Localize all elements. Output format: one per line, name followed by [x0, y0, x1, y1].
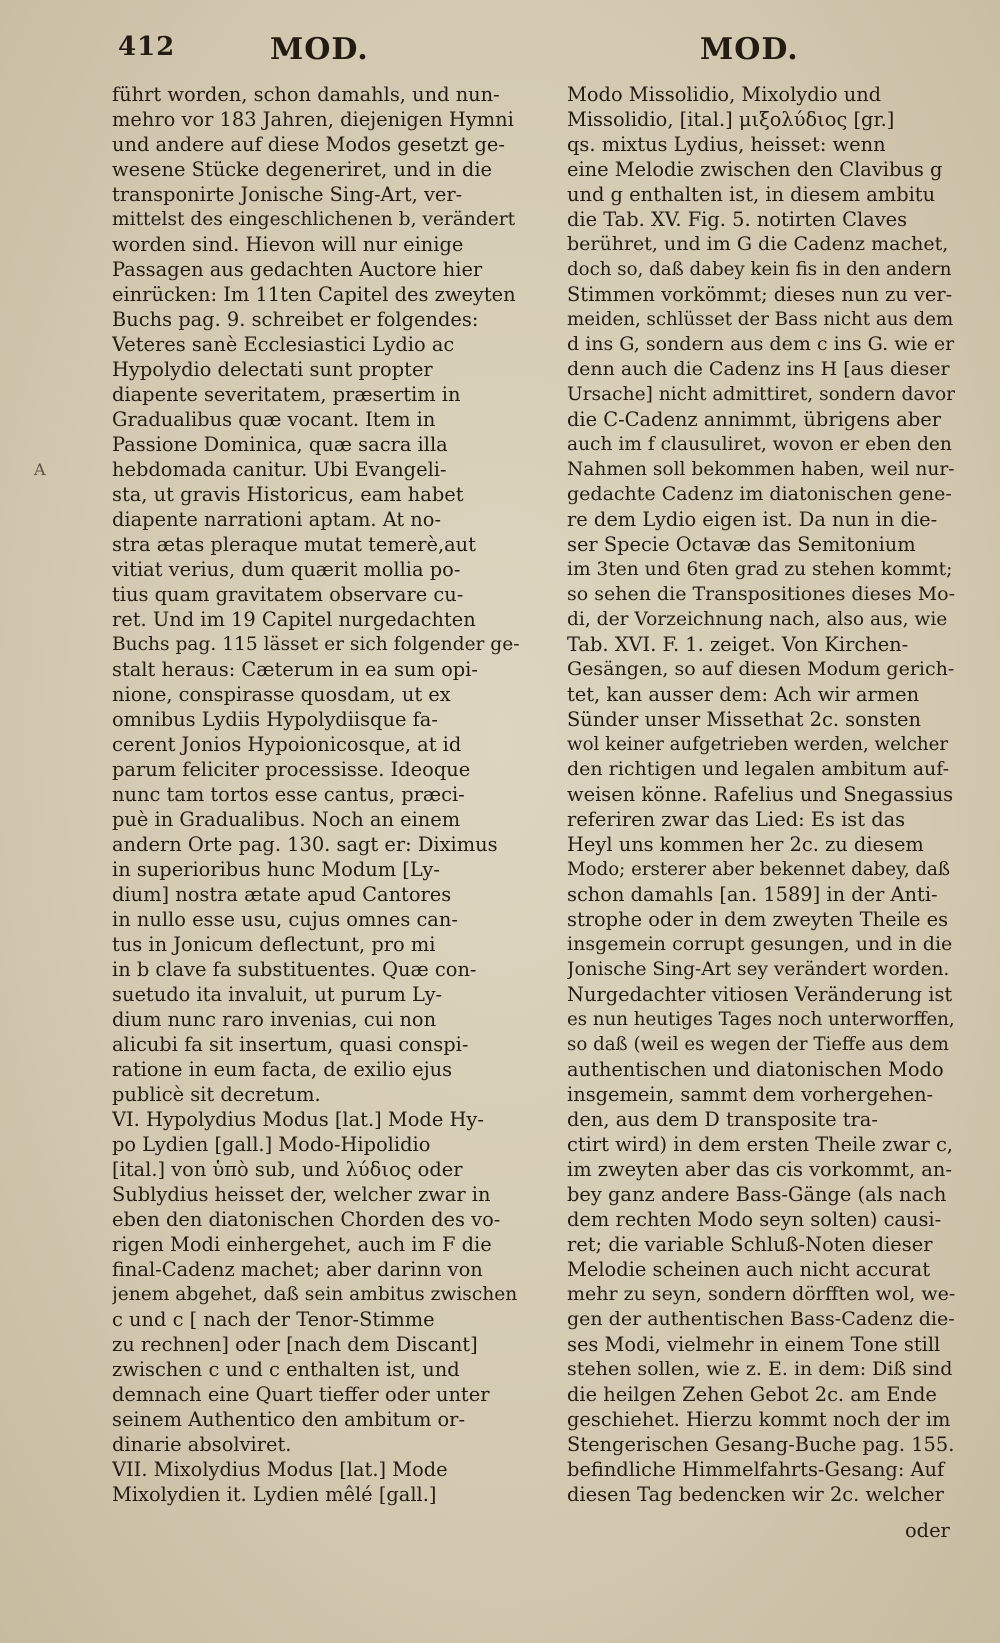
text-line: so sehen die Transpositiones dieses Mo- [567, 583, 955, 605]
text-line: seinem Authentico den ambitum or- [112, 1408, 465, 1431]
text-line: gedachte Cadenz im diatonischen gene- [567, 483, 952, 505]
text-line: doch so, daß dabey kein fis in den andern [567, 259, 952, 280]
text-line: referiren zwar das Lied: Es ist das [567, 808, 906, 831]
text-line: tius quam gravitatem observare cu- [112, 583, 464, 606]
right-text-column [567, 82, 955, 1507]
text-line: die Tab. XV. Fig. 5. notirten Claves [567, 208, 908, 231]
text-line: geschiehet. Hierzu kommt noch der im [567, 1408, 951, 1431]
text-line: ratione in eum facta, de exilio ejus [112, 1058, 453, 1081]
text-line: nione, conspirasse quosdam, ut ex [112, 683, 451, 706]
text-line: [ital.] von ὑπὸ sub, und λύδιος oder [112, 1158, 463, 1181]
text-line: diesen Tag bedencken wir 2c. welcher [567, 1483, 944, 1506]
text-line: in superioribus hunc Modum [Ly- [112, 858, 440, 881]
text-line: Missolidio, [ital.] μιξολύδιος [gr.] [567, 108, 895, 131]
text-line: insgemein, sammt dem vorhergehen- [567, 1083, 934, 1106]
text-line: publicè sit decretum. [112, 1083, 321, 1106]
text-line: wol keiner aufgetrieben werden, welcher [567, 734, 949, 755]
text-line: dem rechten Modo seyn solten) causi- [567, 1208, 942, 1231]
text-line: Hypolydio delectati sunt propter [112, 358, 433, 381]
text-line: omnibus Lydiis Hypolydiisque fa- [112, 708, 438, 731]
text-line: insgemein corrupt gesungen, und in die [567, 933, 953, 955]
text-line: eine Melodie zwischen den Clavibus g [567, 158, 943, 181]
text-line: vitiat verius, dum quærit mollia po- [112, 558, 461, 581]
text-line: Gradualibus quæ vocant. Item in [112, 408, 436, 431]
text-line: Veteres sanè Ecclesiastici Lydio ac [112, 333, 455, 356]
text-line: Modo Missolidio, Mixolydio und [567, 83, 882, 106]
text-line: sta, ut gravis Historicus, eam habet [112, 483, 464, 506]
catchword: oder [905, 1519, 950, 1542]
text-line: gen der authentischen Bass-Cadenz die- [567, 1308, 955, 1330]
text-line: im 3ten und 6ten grad zu stehen kommt; [567, 559, 953, 580]
text-line: jenem abgehet, daß sein ambitus zwischen [112, 1284, 518, 1305]
text-line: Stimmen vorkömmt; dieses nun zu ver- [567, 283, 953, 306]
text-line: suetudo ita invaluit, ut purum Ly- [112, 983, 443, 1006]
page-number: 412 [118, 32, 176, 62]
text-line: dium nunc raro invenias, cui non [112, 1008, 437, 1031]
text-line: tus in Jonicum deflectunt, pro mi [112, 933, 436, 956]
text-line: die C-Cadenz annimmt, übrigens aber [567, 408, 942, 431]
text-line: stra ætas pleraque mutat temerè,aut [112, 533, 476, 556]
text-line: cerent Jonios Hypoionicosque, at id [112, 733, 462, 756]
text-line: parum feliciter processisse. Ideoque [112, 758, 471, 781]
text-line: Passagen aus gedachten Auctore hier [112, 258, 483, 281]
text-line: so daß (weil es wegen der Tieffe aus dem [567, 1034, 949, 1055]
text-line: final-Cadenz machet; aber darinn von [112, 1258, 483, 1281]
text-line: weisen könne. Rafelius und Snegassius [567, 783, 954, 806]
text-line: führt worden, schon damahls, und nun- [112, 83, 500, 106]
text-line: mittelst des eingeschlichenen b, verändert [112, 209, 516, 230]
text-line: d ins G, sondern aus dem c ins G. wie er [567, 333, 955, 355]
text-line: den, aus dem D transposite tra- [567, 1108, 878, 1131]
text-line: tet, kan ausser dem: Ach wir armen [567, 683, 920, 706]
text-line: Gesängen, so auf diesen Modum gerich- [567, 658, 955, 680]
text-line: di, der Vorzeichnung nach, also aus, wie [567, 609, 948, 630]
text-line: und g enthalten ist, in diesem ambitu [567, 183, 936, 206]
text-line: zwischen c und c enthalten ist, und [112, 1358, 460, 1381]
text-line: meiden, schlüsset der Bass nicht aus dem [567, 309, 954, 330]
text-line: transponirte Jonische Sing-Art, ver- [112, 183, 463, 206]
text-line: qs. mixtus Lydius, heisset: wenn [567, 133, 886, 156]
text-line: po Lydien [gall.] Modo-Hipolidio [112, 1133, 431, 1156]
text-line: ret. Und im 19 Capitel nurgedachten [112, 608, 476, 631]
text-line: stehen sollen, wie z. E. in dem: Diß sind [567, 1358, 953, 1380]
text-line: berühret, und im G die Cadenz machet, [567, 233, 949, 255]
text-line: andern Orte pag. 130. sagt er: Diximus [112, 833, 498, 856]
left-text-column [112, 82, 522, 1507]
text-line: demnach eine Quart tieffer oder unter [112, 1383, 490, 1406]
text-line: in b clave fa substituentes. Quæ con- [112, 958, 477, 981]
text-line: Jonische Sing-Art sey verändert worden. [567, 959, 950, 980]
text-line: mehro vor 183 Jahren, diejenigen Hymni [112, 108, 514, 131]
text-line: und andere auf diese Modos gesetzt ge- [112, 133, 505, 156]
text-line: Mixolydien it. Lydien mêlé [gall.] [112, 1483, 437, 1506]
text-line: befindliche Himmelfahrts-Gesang: Auf [567, 1458, 945, 1481]
text-line: ctirt wird) in dem ersten Theile zwar c, [567, 1133, 953, 1156]
text-line: mehr zu seyn, sondern dörfften wol, we- [567, 1283, 955, 1305]
text-line: rigen Modi einhergehet, auch im F die [112, 1233, 492, 1256]
text-line: authentischen und diatonischen Modo [567, 1058, 944, 1081]
text-line: stalt heraus: Cæterum in ea sum opi- [112, 658, 478, 681]
text-line: Sünder unser Missethat 2c. sonsten [567, 708, 921, 731]
text-line: puè in Gradualibus. Noch an einem [112, 808, 461, 831]
text-line: einrücken: Im 11ten Capitel des zweyten [112, 283, 516, 306]
text-line: ret; die variable Schluß-Noten dieser [567, 1233, 933, 1256]
text-line: Tab. XVI. F. 1. zeiget. Von Kirchen- [567, 633, 909, 656]
text-line: auch im f clausuliret, wovon er eben den [567, 434, 952, 455]
text-line: Melodie scheinen auch nicht accurat [567, 1258, 930, 1281]
text-line: nunc tam tortos esse cantus, præci- [112, 783, 465, 806]
text-line: ser Specie Octavæ das Semitonium [567, 533, 916, 556]
text-line: im zweyten aber das cis vorkommt, an- [567, 1158, 952, 1181]
text-line: alicubi fa sit insertum, quasi conspi- [112, 1033, 469, 1056]
text-line: es nun heutiges Tages noch unterworffen, [567, 1009, 955, 1030]
text-line: denn auch die Cadenz ins H [aus dieser [567, 358, 950, 380]
text-line: eben den diatonischen Chorden des vo- [112, 1208, 501, 1231]
text-line: strophe oder in dem zweyten Theile es [567, 908, 949, 931]
text-line: Sublydius heisset der, welcher zwar in [112, 1183, 491, 1206]
running-head-right: MOD. [700, 32, 799, 67]
text-line: die heilgen Zehen Gebot 2c. am Ende [567, 1383, 937, 1406]
text-line: Nahmen soll bekommen haben, weil nur- [567, 459, 955, 480]
text-line: Modo; ersterer aber bekennet dabey, daß [567, 859, 951, 880]
text-line: re dem Lydio eigen ist. Da nun in die- [567, 508, 938, 531]
text-line: dium] nostra ætate apud Cantores [112, 883, 452, 906]
text-line: worden sind. Hievon will nur einige [112, 233, 464, 256]
page-header [0, 32, 1000, 76]
text-line: zu rechnen] oder [nach dem Discant] [112, 1333, 478, 1356]
text-line: Stengerischen Gesang-Buche pag. 155. [567, 1433, 955, 1456]
text-line: c und c [ nach der Tenor-Stimme [112, 1308, 435, 1331]
text-line: dinarie absolviret. [112, 1433, 292, 1456]
text-line: ses Modi, vielmehr in einem Tone still [567, 1333, 941, 1356]
margin-mark: A [34, 460, 46, 479]
text-line: in nullo esse usu, cujus omnes can- [112, 908, 458, 931]
text-line: Nurgedachter vitiosen Veränderung ist [567, 983, 953, 1006]
text-line: Passione Dominica, quæ sacra illa [112, 433, 448, 456]
text-line: diapente severitatem, præsertim in [112, 383, 461, 406]
text-line: bey ganz andere Bass-Gänge (als nach [567, 1183, 947, 1206]
text-line: wesene Stücke degeneriret, und in die [112, 158, 493, 181]
text-line: Heyl uns kommen her 2c. zu diesem [567, 833, 924, 856]
text-line: hebdomada canitur. Ubi Evangeli- [112, 458, 447, 481]
running-head-left: MOD. [270, 32, 369, 67]
text-line: VI. Hypolydius Modus [lat.] Mode Hy- [112, 1108, 484, 1131]
text-line: schon damahls [an. 1589] in der Anti- [567, 883, 938, 906]
text-line: den richtigen und legalen ambitum auf- [567, 758, 950, 780]
text-line: diapente narrationi aptam. At no- [112, 508, 442, 531]
text-line: VII. Mixolydius Modus [lat.] Mode [112, 1458, 448, 1481]
text-line: Buchs pag. 115 lässet er sich folgender ge- [112, 634, 520, 655]
text-line: Buchs pag. 9. schreibet er folgendes: [112, 308, 479, 331]
text-line: Ursache] nicht admittiret, sondern davor [567, 384, 955, 405]
